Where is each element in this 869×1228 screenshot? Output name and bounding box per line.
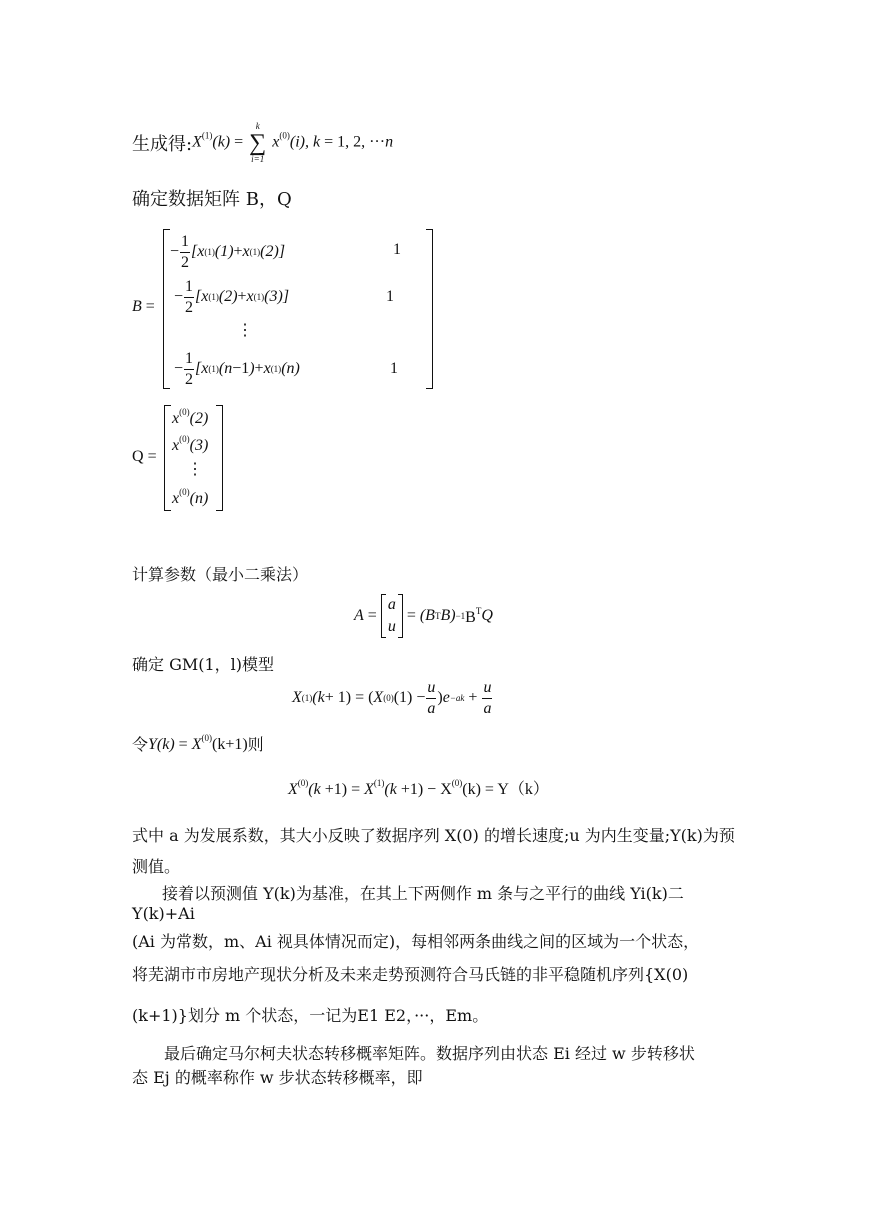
matrix-q-row-2: $x^{(0)}(3)$ (172, 434, 209, 454)
let-formula: $Y(k) = X^{(0)}(k+1)$ (148, 732, 248, 753)
matrix-q-row-1: $x^{(0)}(2)$ (172, 407, 209, 427)
heading-data-matrix: 确定数据矩阵 B，Q (132, 189, 292, 210)
matrix-b-right-bracket (426, 229, 433, 389)
paragraph-2-line-1: 接着以预测值 Y(k)为基准，在其上下两侧作 m 条与之平行的曲线 Yi(k)二 (162, 884, 684, 903)
matrix-q-vdots: ⋮ (187, 461, 203, 478)
matrix-q-row-4: $x^{(0)}(n)$ (172, 487, 209, 507)
matrix-b-row-2-one: 1 (386, 288, 394, 305)
paragraph-2-line-3: (Ai 为常数，m、Ai 视具体情况而定)，每相邻两条曲线之间的区域为一个状态， (132, 932, 700, 951)
paragraph-3-line-2: 态 Ej 的概率称作 w 步状态转移概率，即 (132, 1068, 423, 1087)
matrix-b-vdots: ⋮ (237, 322, 253, 339)
gm-model-formula: X (1) (k + 1) = ( X (0) (1) − $\frac{u}{a}$ ) e −ak + $\frac{u}{a}$ (292, 678, 492, 717)
paragraph-2-line-2: Y(k)+Ai (132, 904, 195, 923)
accumulation-prefix: 生成得: (132, 134, 193, 155)
matrix-b-left-bracket (163, 229, 170, 389)
heading-gm-model: 确定 GM(1，l)模型 (132, 655, 275, 674)
matrix-q-label: Q = (132, 448, 157, 465)
heading-parameters: 计算参数（最小二乘法） (132, 565, 309, 584)
matrix-b-row-1-one: 1 (393, 241, 401, 258)
matrix-b-row-4-one: 1 (390, 360, 398, 377)
matrix-b-row-2: − $\frac{1}{2}$ [x (1) (2) + x (1) (3)] (174, 277, 290, 316)
let-y-line (132, 731, 264, 755)
paragraph-1-text: 式中 a 为发展系数，其大小反映了数据序列 X(0) 的增长速度;u 为内生变量;Y(k)为预测值。 (132, 826, 735, 876)
matrix-b-row-1: − $\frac{1}{2}$ [x (1) (1) + x (1) (2)] (170, 232, 286, 271)
let-suffix: 则 (247, 734, 264, 754)
least-squares-formula: A = a u = (B T B) −1 $B^T$ Q (354, 592, 493, 640)
sum-symbol: k ∑ i=1 (249, 121, 267, 164)
accumulation-formula: $X^{(1)}(k)$ = k ∑ i=1 $x^{(0)}(i)$, k = 1, 2, ···n (192, 121, 394, 164)
matrix-q-right-bracket (216, 405, 223, 511)
paragraph-3-line-1: 最后确定马尔柯夫状态转移概率矩阵。数据序列由状态 Ei 经过 w 步转移状 (164, 1044, 695, 1063)
paragraph-2-line-5: (k+1)}划分 m 个状态，一记为E1 E2，···，Em。 (132, 1006, 489, 1025)
y-formula: $X^{(0)}(k +1) = X^{(1)}(k +1) - X^{(0)}(k) = Y(k)$ (288, 778, 549, 798)
matrix-q-left-bracket (164, 405, 171, 511)
accumulation-formula-line (132, 121, 393, 165)
paragraph-2-line-4: 将芜湖市市房地产现状分析及未来走势预测符合马氏链的非平稳随机序列{X(0) (132, 965, 689, 984)
let-prefix: 令 (132, 734, 149, 754)
matrix-b-label: B = (132, 298, 155, 315)
matrix-b-row-4: − $\frac{1}{2}$ [x (1) (n −1 ) + x (1) (n) (174, 349, 300, 388)
paragraph-development-coefficient (132, 820, 742, 882)
